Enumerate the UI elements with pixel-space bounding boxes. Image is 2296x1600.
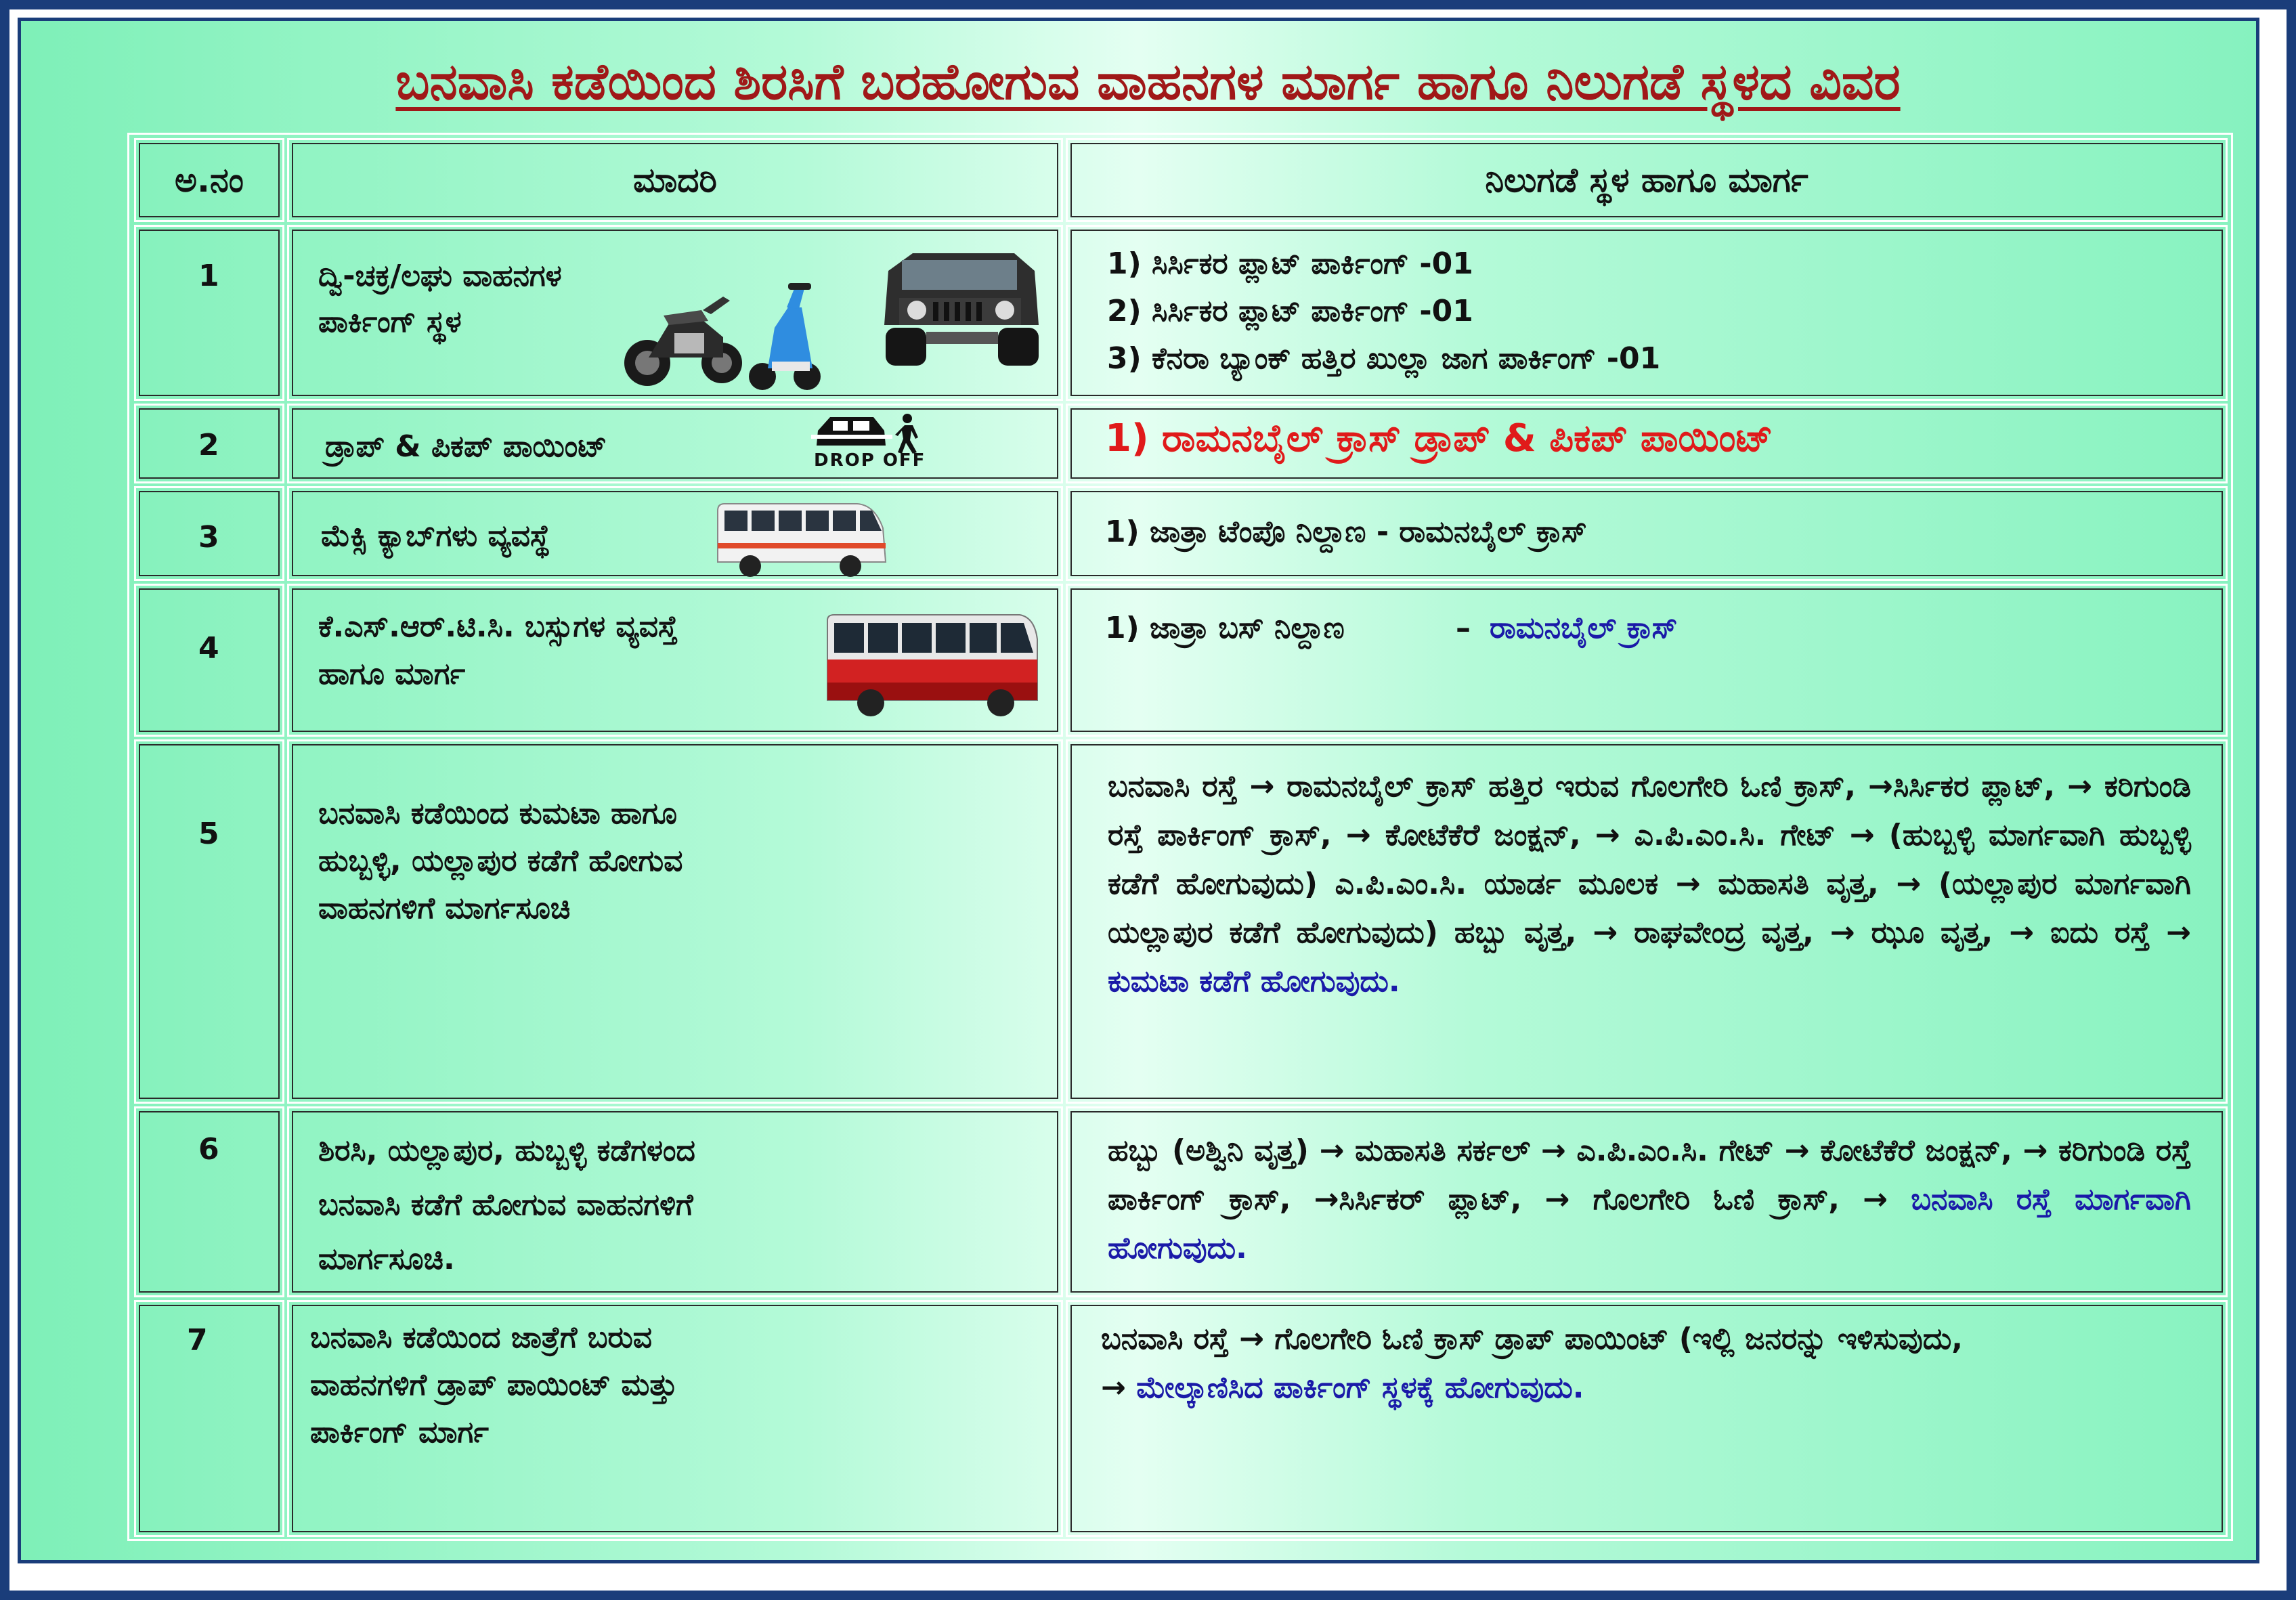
row6-route-text: ಹಬ್ಬು (ಅಶ್ವಿನಿ ವೃತ್ತ) → ಮಹಾಸತಿ ಸರ್ಕಲ್ → ಎ.ಪಿ.ಎಂ.ಸಿ. ಗೇಟ್ → ಕೋಟೆಕೆರೆ ಜಂಕ್ಷನ್, → ಕರಿಗುಂಡಿ ರಸ್ತೆ ಪಾರ್ಕಿಂಗ್ ಕ್ರಾಸ್, →ಸಿರ್ಸಿಕರ್ ಪ್ಲಾಟ್, → ಗೊಲಗೇರಿ ಓಣಿ ಕ್ರಾಸ್, → [1108,1133,2191,1217]
row5-route-text: ಬನವಾಸಿ ರಸ್ತೆ → ರಾಮನಬೈಲ್ ಕ್ರಾಸ್ ಹತ್ತಿರ ಇರುವ ಗೊಲಗೇರಿ ಓಣಿ ಕ್ರಾಸ್, →ಸಿರ್ಸಿಕರ ಪ್ಲಾಟ್, → ಕರಿಗುಂಡಿ ರಸ್ತೆ ಪಾರ್ಕಿಂಗ್ ಕ್ರಾಸ್, → ಕೋಟೆಕೆರೆ ಜಂಕ್ಷನ್, → ಎ.ಪಿ.ಎಂ.ಸಿ. ಗೇಟ್ → (ಹುಬ್ಬಳ್ಳಿ ಮಾರ್ಗವಾಗಿ ಹುಬ್ಬಳ್ಳಿ ಕಡೆಗೆ ಹೋಗುವುದು) ಎ.ಪಿ.ಎಂ.ಸಿ. ಯಾರ್ಡ ಮೂಲಕ → ಮಹಾಸತಿ ವೃತ್ತ, → (ಯಲ್ಲಾಪುರ ಮಾರ್ಗವಾಗಿ ಯಲ್ಲಾಪುರ ಕಡೆಗೆ ಹೋಗುವುದು) ಹಬ್ಬು ವೃತ್ತ, → ರಾಘವೇಂದ್ರ ವೃತ್ತ, → ಝೂ ವೃತ್ತ, → ಐದು ರಸ್ತೆ → [1108,769,2191,950]
scooter-icon [748,280,822,395]
row4-type-line1: ಕೆ.ಎಸ್.ಆರ್.ಟಿ.ಸಿ. ಬಸ್ಸುಗಳ ವ್ಯವಸ್ತೆ [318,609,678,644]
row1-detail-2: 2) ಸಿರ್ಸಿಕರ ಪ್ಲಾಟ್ ಪಾರ್ಕಿಂಗ್ -01 [1107,294,1473,328]
row5-type-line1: ಬನವಾಸಿ ಕಡೆಯಿಂದ ಕುಮಟಾ ಹಾಗೂ [318,796,677,831]
row5-type-line2: ಹುಬ್ಬಳ್ಳಿ, ಯಲ್ಲಾಪುರ ಕಡೆಗೆ ಹೋಗುವ [318,844,683,878]
row3-serial: 3 [198,520,219,555]
row6-type-line2: ಬನವಾಸಿ ಕಡೆಗೆ ಹೋಗುವ ವಾಹನಗಳಿಗೆ [318,1188,693,1222]
row5-serial-cell [134,739,284,1104]
row6-route-destination: ಬನವಾಸಿ ರಸ್ತೆ ಮಾರ್ಗವಾಗಿ ಹೋಗುವುದು. [1108,1182,2191,1266]
row5-route [1108,762,2191,1006]
header-serial: ಅ.ನಂ [134,138,284,222]
row2-detail-highlight: 1) ರಾಮನಬೈಲ್ ಕ್ರಾಸ್ ಡ್ರಾಪ್ & ಪಿಕಪ್ ಪಾಯಿಂಟ್ [1105,416,1773,460]
row7-route-destination: ಮೇಲ್ಕಾಣಿಸಿದ ಪಾರ್ಕಿಂಗ್ ಸ್ಥಳಕ್ಕೆ ಹೋಗುವುದು. [1136,1370,1584,1405]
suv-icon [872,244,1048,372]
row1-type-line2: ಪಾರ್ಕಿಂಗ್ ಸ್ಥಳ [318,305,462,339]
row7-type-line3: ಪಾರ್ಕಿಂಗ್ ಮಾರ್ಗ [310,1415,489,1450]
row7-route-text: ಬನವಾಸಿ ರಸ್ತೆ → ಗೊಲಗೇರಿ ಓಣಿ ಕ್ರಾಸ್ ಡ್ರಾಪ್ ಪಾಯಿಂಟ್ (ಇಲ್ಲಿ ಜನರನ್ನು ಇಳಿಸುವುದು, [1101,1322,1963,1356]
row4-detail-dash: – [1456,611,1471,645]
row4-type-line2: ಹಾಗೂ ಮಾರ್ಗ [318,657,466,691]
row1-serial: 1 [198,259,219,293]
row4-detail-destination: ರಾಮನಬೈಲ್ ಕ್ರಾಸ್ [1490,611,1678,645]
row5-route-destination: ಕುಮಟಾ ಕಡೆಗೆ ಹೋಗುವುದು. [1108,964,1400,999]
row4-detail-prefix: 1) ಜಾತ್ರಾ ಬಸ್ ನಿಲ್ದಾಣ [1105,611,1345,645]
row2-type-line1: ಡ್ರಾಪ್ & ಪಿಕಪ್ ಪಾಯಿಂಟ್ [325,429,607,464]
row1-detail-3: 3) ಕೆನರಾ ಬ್ಯಾಂಕ್ ಹತ್ತಿರ ಖುಲ್ಲಾ ಜಾಗ ಪಾರ್ಕಿಂಗ್ -01 [1107,341,1661,376]
row3-detail-1: 1) ಜಾತ್ರಾ ಟೆಂಪೊ ನಿಲ್ದಾಣ - ರಾಮನಬೈಲ್ ಕ್ರಾಸ್ [1105,515,1587,549]
motorcycle-icon [622,283,743,391]
page-title: ಬನವಾಸಿ ಕಡೆಯಿಂದ ಶಿರಸಿಗೆ ಬರಹೋಗುವ ವಾಹನಗಳ ಮಾರ್ಗ ಹಾಗೂ ನಿಲುಗಡೆ ಸ್ಥಳದ ವಿವರ [395,53,1901,111]
row6-route [1108,1127,2191,1273]
ksrtc-bus-icon [823,612,1041,720]
header-location-route: ನಿಲುಗಡೆ ಸ್ಥಳ ಹಾಗೂ ಮಾರ್ಗ [1066,138,2228,222]
row1-detail-1: 1) ಸಿರ್ಸಿಕರ ಪ್ಲಾಟ್ ಪಾರ್ಕಿಂಗ್ -01 [1107,246,1473,281]
row7-type-line2: ವಾಹನಗಳಿಗೆ ಡ್ರಾಪ್ ಪಾಯಿಂಟ್ ಮತ್ತು [310,1368,678,1402]
row5-type-line3: ವಾಹನಗಳಿಗೆ ಮಾರ್ಗಸೂಚಿ [318,891,571,926]
row5-serial: 5 [198,817,219,851]
row6-serial: 6 [198,1132,219,1167]
row6-type-line3: ಮಾರ್ಗಸೂಚಿ. [318,1242,455,1276]
header-type: ಮಾದರಿ [287,138,1063,222]
drop-off-label: DROP OFF [814,450,926,471]
row7-serial-cell [134,1300,284,1537]
row4-serial: 4 [198,631,219,666]
row1-type-line1: ದ್ವಿ-ಚಕ್ರ/ಲಘು ವಾಹನಗಳ [318,259,562,293]
row7-serial: 7 [187,1323,208,1358]
row7-route-arrow: → [1101,1370,1126,1405]
minibus-icon [715,501,888,580]
row6-type-line1: ಶಿರಸಿ, ಯಲ್ಲಾಪುರ, ಹುಬ್ಬಳ್ಳಿ ಕಡೆಗಳಂದ [318,1133,695,1168]
row7-route [1101,1315,2211,1412]
row1-serial-cell [134,225,284,401]
row3-type-line1: ಮೆಕ್ಸಿ ಕ್ಯಾಬ್‌ಗಳು ವ್ಯವಸ್ಥೆ [321,519,550,553]
row2-serial: 2 [198,428,219,462]
row7-type-line1: ಬನವಾಸಿ ಕಡೆಯಿಂದ ಜಾತ್ರೆಗೆ ಬರುವ [310,1320,653,1355]
